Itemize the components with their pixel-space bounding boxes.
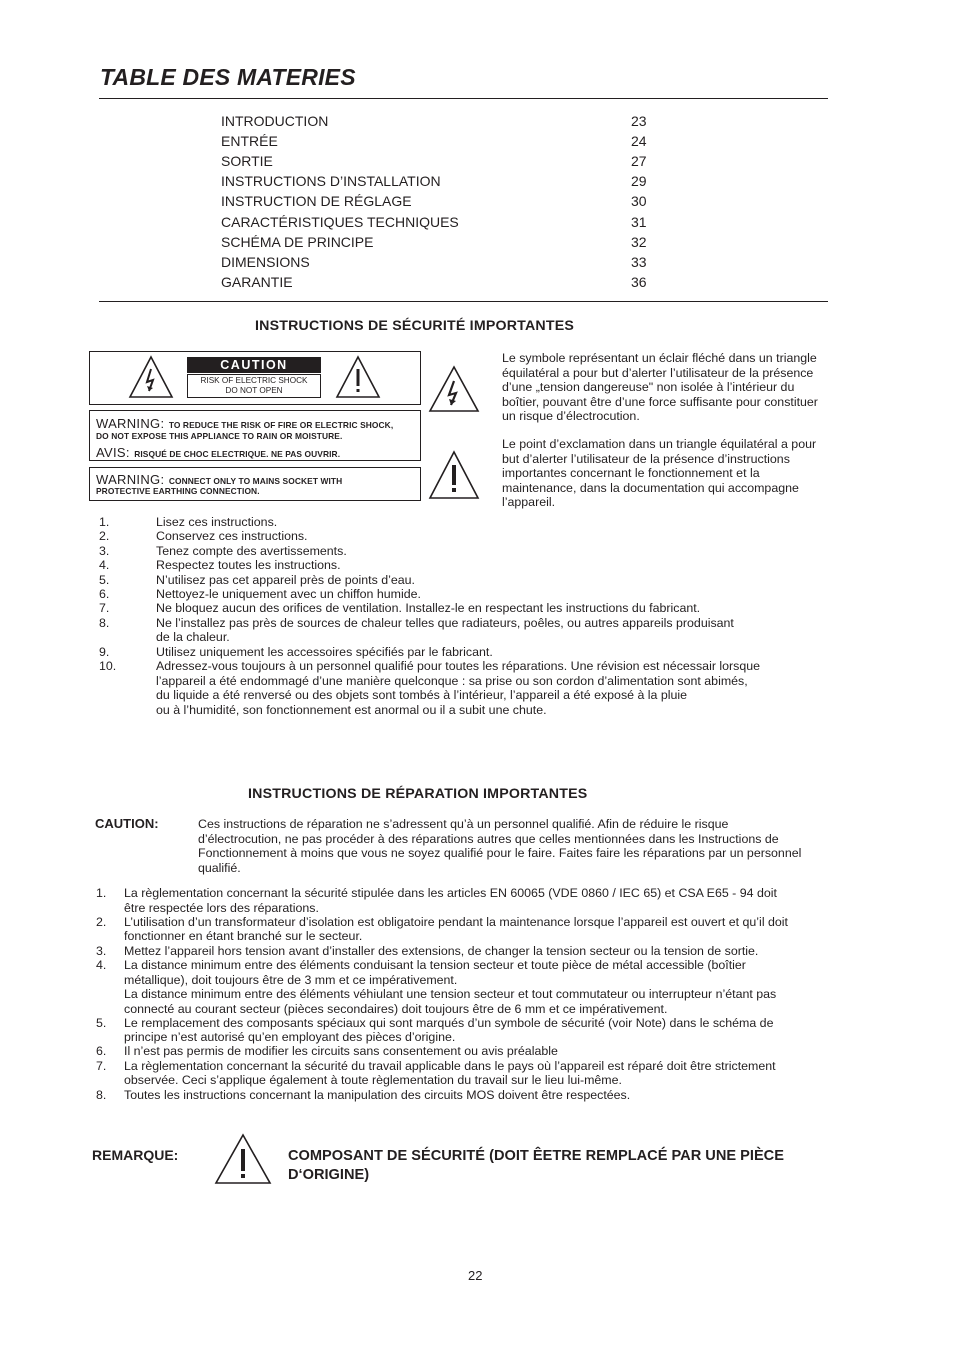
list-number: 5. [99,572,110,587]
exclamation-symbol-description [502,437,816,510]
list-text-line: La règlementation concernant la sécurité stipulée dans les articles EN 60065 (VDE 0860 / IEC 65) et CSA E65 - 94 doit [124,886,777,900]
description-line: importantes concernant le fonctionnement et la [502,466,760,481]
toc-label: ENTRÉE [221,133,278,149]
list-text-line: La distance minimum entre des éléments conduisant la tension secteur et toute pièce de métal accessible (boîtier [124,958,746,972]
safety-heading: INSTRUCTIONS DE SÉCURITÉ IMPORTANTES [255,318,575,334]
exclamation-triangle-icon [214,1133,272,1185]
caution-label-box [89,351,421,405]
toc-row [221,193,651,213]
list-text-line: Conservez ces instructions. [156,529,308,544]
list-text [156,601,700,616]
toc-rule [99,301,828,302]
list-number: 8. [96,1087,107,1102]
list-text-line: Lisez ces instructions. [156,515,278,529]
list-text-line: ou à l’humidité, son fonctionnement est anormal ou il a subit une chute. [156,702,547,717]
toc-page: 27 [631,153,647,169]
avis-line [96,444,340,462]
list-text-line: Toutes les instructions concernant la manipulation des circuits MOS doivent être respectées. [124,1087,631,1102]
list-text-line: Utilisez uniquement les accessoires spécifiés par le fabricant. [156,644,493,659]
list-text-line: de la chaleur. [156,630,230,645]
toc-page: 24 [631,133,647,149]
toc-page: 30 [631,193,647,209]
list-text-line: être respectée lors des réparations. [124,900,319,915]
remark-line-2: D‘ORIGINE) [288,1167,370,1183]
toc-label: SCHÉMA DE PRINCIPE [221,234,374,250]
toc-page: 32 [631,234,647,250]
list-text-line: fonctionner en étant branché sur le secteur. [124,929,363,944]
list-number: 3. [99,543,110,558]
toc-row [221,113,651,133]
list-text [156,515,277,530]
list-text [156,544,347,559]
description-line: un risque d’électrocution. [502,409,640,424]
repair-heading: INSTRUCTIONS DE RÉPARATION IMPORTANTES [248,786,588,802]
caution-center [187,357,321,399]
remark-label: REMARQUE: [92,1147,179,1163]
caution-line-2: DO NOT OPEN [225,386,283,395]
list-text-line: connecté au courant secteur (pièces secondaires) doit toujours être de 6 mm et ce impérativement. [124,1001,668,1016]
warning-rain-box [89,410,421,461]
remark-line-1: COMPOSANT DE SÉCURITÉ (DOIT ÊETRE REMPLACÉ PAR UNE PIÈCE [288,1148,784,1164]
description-line: maintenance, dans la documentation qui accompagne [502,480,799,495]
list-number: 4. [99,558,110,573]
list-text [124,1016,773,1045]
description-line: Le point d’exclamation dans un triangle équilatéral a pour [502,437,817,451]
toc-row [221,234,651,254]
lightning-triangle-icon [128,355,174,399]
warning1-label: WARNING: [96,416,165,431]
list-text-line: Nettoyez-le uniquement avec un chiffon humide. [156,587,421,601]
description-line: équilatéral a pour but d’alerter l’utilisateur de la présence [502,365,814,380]
toc-label: DIMENSIONS [221,254,310,270]
description-line: l’appareil. [502,495,556,510]
toc-row [221,214,651,234]
title-rule [99,98,828,99]
exclamation-triangle-icon [335,355,381,399]
warning1-line-2: DO NOT EXPOSE THIS APPLIANCE TO RAIN OR MOISTURE. [96,431,343,441]
list-number: 9. [99,644,110,659]
list-text [124,1059,776,1088]
list-text-line: Tenez compte des avertissements. [156,543,347,558]
list-number: 7. [96,1058,107,1073]
caution-line-1: RISK OF ELECTRIC SHOCK [200,376,308,385]
toc-row [221,274,651,294]
list-number: 4. [96,958,107,972]
lightning-symbol-description [502,351,818,424]
list-text-line: Ne bloquez aucun des orifices de ventilation. Installez-le en respectant les instructions du fabricant. [156,601,701,616]
description-line: boîtier, pouvant être d’une force suffisante pour constituer [502,394,818,409]
list-text [124,1088,630,1103]
toc-row [221,173,651,193]
warning1-text: TO REDUCE THE RISK OF FIRE OR ELECTRIC SHOCK, [168,420,394,430]
page-number: 22 [468,1268,483,1283]
list-text-line: observée. Ceci s’applique également à toute règlementation du travail sur le lieu lui-même. [124,1073,622,1088]
toc-page: 36 [631,274,647,290]
list-text [124,1044,558,1059]
list-text [156,573,415,588]
caution-text-line: Fonctionnement à moins que vous ne soyez qualifié pour le faire. Faites faire les réparations par un personnel [198,846,802,861]
page-title: TABLE DES MATERIES [100,64,356,90]
description-line: but d’alerter l’utilisateur de la présence d’instructions [502,451,790,466]
warning2-text: CONNECT ONLY TO MAINS SOCKET WITH [168,476,343,486]
list-text [156,659,760,717]
repair-caution-label: CAUTION: [95,816,159,831]
caution-text-line: d’électrocution, ne pas procéder à des réparations autres que celles mentionnées dans les Instructions de [198,831,779,846]
list-text [156,616,734,645]
warning2-line-2: PROTECTIVE EARTHING CONNECTION. [96,486,260,496]
list-number: 5. [96,1015,107,1030]
list-number: 10. [99,659,117,673]
remark-text [288,1147,784,1185]
avis-label: AVIS: [96,445,130,460]
exclamation-triangle-icon [428,450,480,500]
list-text-line: du liquide a été renversé ou des objets sont tombés à l’intérieur, l’appareil a été exposé à la pluie [156,688,688,703]
list-text-line: principe n’est autorisé qu’en employant des pièces d’origine. [124,1030,456,1045]
list-text-line: La règlementation concernant la sécurité du travail applicable dans le pays où l’appareil est réparé doit être strictement [124,1058,776,1073]
warning2-label: WARNING: [96,472,165,487]
list-text-line: La distance minimum entre des éléments véhiulant une tension secteur et tout commutateur ou interrupteur n’étant pas [124,987,777,1002]
toc-label: INTRODUCTION [221,113,329,129]
list-text [124,958,776,1016]
toc-page: 31 [631,214,647,230]
toc-row [221,153,651,173]
list-text [156,587,421,602]
toc-row [221,254,651,274]
list-text-line: métallique), doit toujours être de 3 mm et ce impérativement. [124,972,458,987]
lightning-triangle-icon [428,365,480,413]
list-number: 1. [96,886,107,900]
caution-banner: CAUTION [187,357,321,373]
list-text [124,915,788,944]
repair-caution-text [198,817,801,875]
list-number: 1. [99,515,110,529]
avis-text: RISQUÉ DE CHOC ELECTRIQUE. NE PAS OUVRIR. [134,449,341,459]
list-text-line: l’appareil a été endommagé d’une manière quelconque : sa prise ou son cordon d’alimentation sont abimés, [156,673,748,688]
list-text-line: Adressez-vous toujours à un personnel qualifié pour toutes les réparations. Une révision est nécessair lorsque [156,659,761,673]
toc-page: 23 [631,113,647,129]
toc-label: INSTRUCTION DE RÉGLAGE [221,193,412,209]
caution-text-line: Ces instructions de réparation ne s’adressent qu’à un personnel qualifié. Afin de réduire le risque [198,817,729,831]
toc-label: CARACTÉRISTIQUES TECHNIQUES [221,214,459,230]
warning-earthing-box [89,467,421,501]
list-text-line: Ne l’installez pas près de sources de chaleur telles que radiateurs, poêles, ou autres appareils produisant [156,615,734,630]
list-text [156,645,493,660]
list-number: 7. [99,601,110,616]
toc-label: GARANTIE [221,274,293,290]
toc-label: INSTRUCTIONS D’INSTALLATION [221,173,441,189]
description-line: Le symbole représentant un éclair fléché dans un triangle [502,351,817,365]
list-text-line: Respectez toutes les instructions. [156,558,341,573]
toc-page: 29 [631,173,647,189]
caution-text-line: qualifié. [198,860,241,875]
list-number: 3. [96,943,107,958]
list-text-line: Il n’est pas permis de modifier les circuits sans consentement ou avis préalable [124,1044,558,1059]
list-text-line: Le remplacement des composants spéciaux qui sont marqués d’un symbole de sécurité (voir Note) dans le schéma de [124,1015,774,1030]
list-text [124,944,758,959]
list-text-line: Mettez l’appareil hors tension avant d’installer des extensions, de changer la tension secteur ou la tension de sortie. [124,943,759,958]
list-number: 6. [99,587,110,601]
list-number: 2. [96,914,107,929]
toc-row [221,133,651,153]
list-text [156,529,308,544]
list-text-line: N’utilisez pas cet appareil près de points d’eau. [156,572,415,587]
list-number: 6. [96,1044,107,1059]
caution-sub-box [187,374,321,398]
list-text-line: L’utilisation d’un transformateur d’isolation est obligatoire pendant la maintenance lorsque l’appareil est ouvert et qu’il doit [124,914,788,929]
list-text [156,558,341,573]
description-line: d’une „tension dangereuse" non isolée à l’intérieur du [502,380,795,395]
toc-page: 33 [631,254,647,270]
list-text [124,886,777,915]
list-number: 2. [99,529,110,544]
toc-label: SORTIE [221,153,273,169]
list-number: 8. [99,615,110,630]
